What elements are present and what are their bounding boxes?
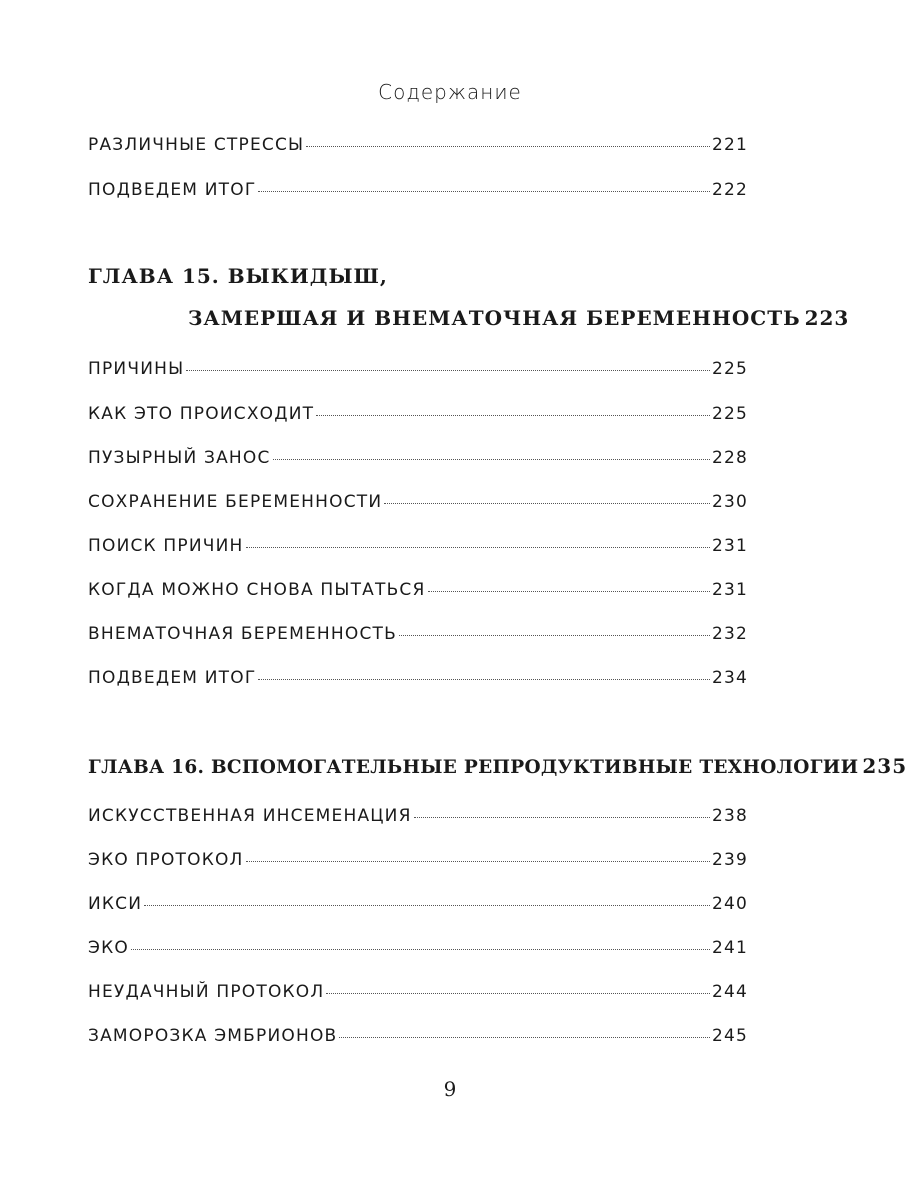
toc-entry xyxy=(88,491,748,513)
toc-entry-title: НЕУДАЧНЫЙ ПРОТОКОЛ xyxy=(88,982,325,1002)
toc-entry-page: 232 xyxy=(711,624,748,644)
toc-entry-title: КОГДА МОЖНО СНОВА ПЫТАТЬСЯ xyxy=(88,580,426,600)
toc-entry xyxy=(88,893,748,915)
toc-entry xyxy=(88,358,748,380)
toc-entry xyxy=(88,134,748,156)
dot-leader xyxy=(306,146,710,147)
chapter-15-title-line1: ГЛАВА 15. ВЫКИДЫШ, xyxy=(88,264,388,288)
page-number: 9 xyxy=(443,1077,457,1101)
toc-entry-page: 244 xyxy=(711,982,748,1002)
dot-leader xyxy=(131,949,710,950)
dot-leader xyxy=(258,191,710,192)
dot-leader xyxy=(186,370,710,371)
toc-entry-title: ПОДВЕДЕМ ИТОГ xyxy=(88,668,257,688)
toc-entry-page: 222 xyxy=(711,180,748,200)
dot-leader xyxy=(428,591,710,592)
toc-entry xyxy=(88,1025,748,1047)
toc-entry-title: ПОДВЕДЕМ ИТОГ xyxy=(88,180,257,200)
toc-entry-title: ПОИСК ПРИЧИН xyxy=(88,536,244,556)
toc-entry-title: ВНЕМАТОЧНАЯ БЕРЕМЕННОСТЬ xyxy=(88,624,398,644)
dot-leader xyxy=(144,905,710,906)
toc-entry-title: ПУЗЫРНЫЙ ЗАНОС xyxy=(88,448,271,468)
dot-leader xyxy=(258,679,710,680)
toc-entry-title: ЗАМОРОЗКА ЭМБРИОНОВ xyxy=(88,1026,338,1046)
toc-entry xyxy=(88,667,748,689)
dot-leader xyxy=(339,1037,710,1038)
toc-entry-page: 238 xyxy=(711,806,748,826)
dot-leader xyxy=(399,635,710,636)
toc-entry xyxy=(88,937,748,959)
toc-entry xyxy=(88,623,748,645)
toc-entry-page: 221 xyxy=(711,135,748,155)
toc-entry-page: 239 xyxy=(711,850,748,870)
dot-leader xyxy=(384,503,710,504)
toc-entry-title: КАК ЭТО ПРОИСХОДИТ xyxy=(88,404,315,424)
toc-entry xyxy=(88,579,748,601)
toc-entry-title: СОХРАНЕНИЕ БЕРЕМЕННОСТИ xyxy=(88,492,383,512)
dot-leader xyxy=(326,993,710,994)
toc-entry-title: ИСКУССТВЕННАЯ ИНСЕМЕНАЦИЯ xyxy=(88,806,412,826)
dot-leader xyxy=(273,459,710,460)
toc-entry-title: ЭКО xyxy=(88,938,129,958)
toc-entry-title: ИКСИ xyxy=(88,894,143,914)
dot-leader xyxy=(246,861,710,862)
chapter-15-heading xyxy=(88,263,850,331)
toc-entry-page: 225 xyxy=(711,404,748,424)
dot-leader xyxy=(246,547,710,548)
dot-leader xyxy=(414,817,710,818)
toc-entry-page: 231 xyxy=(711,580,748,600)
chapter-16-heading xyxy=(88,753,907,781)
toc-entry xyxy=(88,403,748,425)
toc-entry-page: 228 xyxy=(711,448,748,468)
toc-entry-title: ПРИЧИНЫ xyxy=(88,359,185,379)
toc-entry xyxy=(88,805,748,827)
toc-entry-page: 241 xyxy=(711,938,748,958)
chapter-16-page: 235 xyxy=(862,754,907,778)
toc-entry xyxy=(88,447,748,469)
chapter-15-page: 223 xyxy=(804,306,850,330)
toc-entry xyxy=(88,981,748,1003)
toc-entry-page: 225 xyxy=(711,359,748,379)
toc-entry-page: 231 xyxy=(711,536,748,556)
toc-entry-page: 230 xyxy=(711,492,748,512)
toc-entry xyxy=(88,849,748,871)
toc-entry xyxy=(88,535,748,557)
dot-leader xyxy=(316,415,710,416)
toc-entry-page: 245 xyxy=(711,1026,748,1046)
toc-entry-title: ЭКО ПРОТОКОЛ xyxy=(88,850,244,870)
toc-entry-page: 234 xyxy=(711,668,748,688)
toc-entry-page: 240 xyxy=(711,894,748,914)
toc-entry-title: РАЗЛИЧНЫЕ СТРЕССЫ xyxy=(88,135,305,155)
chapter-16-title: ГЛАВА 16. ВСПОМОГАТЕЛЬНЫЕ РЕПРОДУКТИВНЫЕ ТЕХНОЛОГИИ xyxy=(88,757,859,778)
toc-entry xyxy=(88,179,748,201)
chapter-15-title-line2: ЗАМЕРШАЯ И ВНЕМАТОЧНАЯ БЕРЕМЕННОСТЬ xyxy=(188,306,801,330)
running-header: Содержание xyxy=(378,80,522,104)
